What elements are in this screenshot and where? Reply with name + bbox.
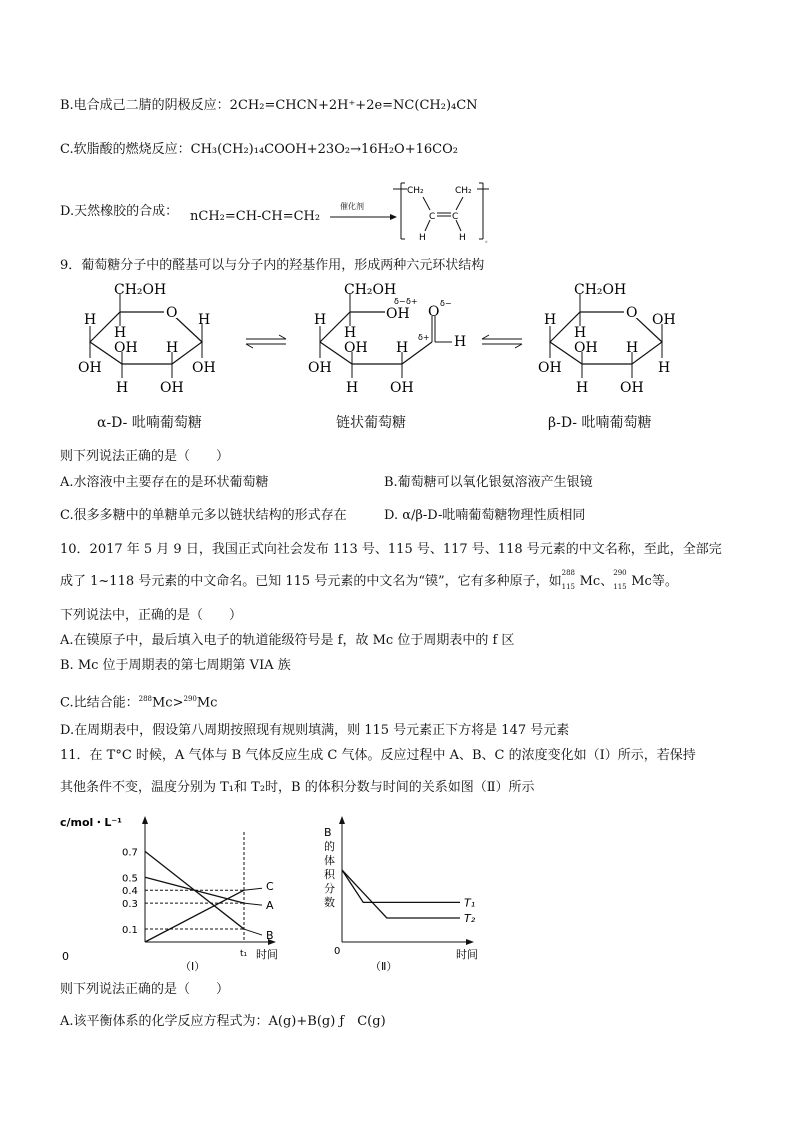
iso1-symbol: Mc (579, 574, 601, 589)
q10-c-mass1: 288 (138, 695, 152, 703)
alpha-oh2: OH (160, 380, 184, 396)
alpha-ch2oh: CH₂OH (114, 282, 167, 298)
chart1-series-C (145, 890, 244, 942)
c-left-label: C (429, 212, 436, 222)
chain-glucose-structure (300, 282, 480, 402)
beta-oh3: OH (574, 340, 598, 356)
iso1-mass: 288 (561, 569, 575, 577)
q9-option-c: C.很多多糖中的单糖单元多以链状结构的形式存在 (60, 508, 347, 523)
h-left-label: H (419, 233, 426, 243)
natural-rubber-structure (325, 175, 500, 247)
chain-backbone (320, 312, 432, 364)
alpha-oh1: OH (192, 360, 216, 376)
iso2-symbol: Mc (631, 574, 652, 589)
q10-line2 (60, 569, 678, 591)
chain-c-delta: δ+ (418, 333, 430, 342)
chart2-ylabel-char: 体 (324, 854, 335, 867)
chart1-ylabel: c/mol・L⁻¹ (60, 816, 122, 829)
chain-oh3: OH (344, 340, 368, 356)
eq2-top-head (482, 335, 489, 339)
chain-h2: H (396, 340, 409, 356)
alpha-ring-o: O (166, 305, 178, 321)
q10-line2-text: 成了 1~118 号元素的中文命名。已知 115 号元素的中文名为“镆”，它有多种原子，如 (60, 574, 562, 589)
chain-delta-minus: δ− (394, 297, 406, 306)
q10-question: 下列说法中，正确的是（ ） (60, 608, 243, 623)
alpha-glucose-structure (70, 282, 240, 402)
chart2-y-arrow (339, 816, 345, 824)
q10-option-d: D.在周期表中，假设第八周期按照现有规则填满，则 115 号元素正下方将是 147 号元素 (60, 723, 570, 738)
option-b-equation: B.电合成己二腈的阴极反应：2CH₂=CHCN+2H⁺+2e=NC(CH₂)₄CN (60, 98, 478, 113)
chain-o: O (428, 304, 440, 320)
chain-ch2oh: CH₂OH (344, 282, 397, 298)
chart2-origin: 0 (334, 946, 341, 957)
q11-option-a: A.该平衡体系的化学反应方程式为：A(g)+B(g) ƒ C(g) (60, 1014, 386, 1029)
beta-oh2: OH (620, 380, 644, 396)
q9-question: 则下列说法正确的是（ ） (60, 449, 230, 464)
chart2-label-0: T₁ (464, 896, 476, 910)
q10-line2-tail: 等。 (651, 574, 678, 589)
alpha-h2: H (166, 340, 179, 356)
q10-c-end: Mc (196, 695, 218, 711)
beta-ring-o: O (626, 305, 638, 321)
alpha-h3: H (116, 380, 129, 396)
equilibrium-arrow-1 (242, 334, 292, 350)
chart1-leader-A (244, 903, 262, 905)
beta-ring (550, 312, 662, 364)
equilibrium-arrow-2 (478, 334, 528, 350)
chart2-series (342, 870, 476, 925)
beta-h3: H (576, 380, 589, 396)
iso2-mass: 290 (613, 569, 627, 577)
chain-h-ald: H (454, 334, 467, 350)
beta-ch2oh: CH₂OH (574, 282, 627, 298)
chart1-leader-B (244, 929, 262, 935)
iso-sep: 、 (600, 574, 614, 589)
alpha-h4: H (84, 312, 97, 328)
chart1-ytick-3: 0.3 (122, 899, 138, 911)
chain-oh2: OH (390, 380, 414, 396)
alpha-glucose-name: α-D- 吡喃葡萄糖 (97, 415, 202, 431)
chart2-ylabel-char: 分 (324, 882, 335, 895)
ch2-left-label: CH₂ (407, 186, 424, 196)
eq1-top-head (279, 335, 286, 339)
q9-option-a: A.水溶液中主要存在的是环状葡萄糖 (60, 475, 269, 490)
option-d-catalyst: 催化剂 (340, 202, 364, 211)
bond-ch2-c-right (456, 197, 463, 210)
chain-h3: H (346, 380, 359, 396)
chain-glucose-name: 链状葡萄糖 (336, 415, 406, 431)
alpha-ring (90, 312, 202, 364)
option-d-prefix: D.天然橡胶的合成： (60, 204, 179, 219)
chain-h5: H (344, 325, 357, 341)
chart2-x-arrow (466, 939, 474, 945)
chart2-title: （Ⅱ） (370, 960, 398, 972)
eq2-bottom-head (515, 344, 522, 348)
chart1-label-B: B (266, 929, 274, 943)
chart1-label-C: C (266, 880, 274, 894)
alpha-h1: H (198, 312, 211, 328)
q9-option-b: B.葡萄糖可以氧化银氨溶液产生银镜 (384, 475, 593, 490)
chart1-title: （Ⅰ） (180, 960, 206, 972)
chart2-series-0 (342, 870, 460, 902)
chart1-series-B (145, 851, 244, 929)
chart-ii-volume-fraction (320, 812, 500, 972)
q10-c-prefix: C.比结合能： (60, 695, 139, 711)
option-d-reactant: nCH₂=CH-CH=CH₂ (190, 209, 321, 224)
chart1-origin: 0 (62, 950, 69, 963)
beta-h5: H (574, 325, 587, 341)
chart2-series-1 (342, 870, 460, 918)
isotope-288 (561, 569, 580, 591)
bracket-right (479, 183, 483, 239)
chart2-xlabel: 时间 (456, 948, 478, 961)
chart2-ylabel (324, 826, 336, 909)
q9-stem: 9．葡萄糖分子中的醛基可以与分子内的羟基作用，形成两种六元环状结构 (60, 258, 485, 273)
option-c-equation: C.软脂酸的燃烧反应：CH₃(CH₂)₁₄COOH+23O₂→16H₂O+16CO₂ (60, 142, 458, 157)
chart2-ylabel-char: 数 (324, 896, 335, 909)
chart1-ytick-0: 0.7 (122, 847, 138, 859)
polymer-end-mark: 。 (485, 236, 492, 244)
chart1-ytick-1: 0.5 (122, 873, 138, 885)
reaction-arrow-head (390, 214, 397, 220)
q10-option-b: B. Mc 位于周期表的第七周期第 VIA 族 (60, 658, 291, 673)
chart1-ytick-2: 0.4 (122, 886, 138, 898)
beta-oh4: OH (538, 360, 562, 376)
alpha-oh3: OH (114, 340, 138, 356)
chart2-ylabel-char: 积 (324, 868, 335, 881)
chart1-xlabel: 时间 (256, 948, 278, 961)
q10-line1: 10．2017 年 5 月 9 日，我国正式向社会发布 113 号、115 号、117 号、118 号元素的中文名称，至此，全部完 (60, 542, 722, 557)
chart2-ylabel-char: B (324, 826, 332, 839)
bracket-left (401, 183, 405, 239)
isotope-290 (613, 569, 631, 591)
chart1-y-ticks (122, 847, 138, 936)
ch2-right-label: CH₂ (455, 186, 472, 196)
q10-option-a: A.在镆原子中，最后填入电子的轨道能级符号是 f，故 Mc 位于周期表中的 f 区 (60, 633, 515, 648)
q10-c-mid: Mc> (152, 695, 184, 711)
chain-oh4: OH (308, 360, 332, 376)
q11-question: 则下列说法正确的是（ ） (60, 982, 230, 997)
chart2-label-1: T₂ (464, 912, 476, 925)
beta-h2: H (626, 340, 639, 356)
chain-o-delta: δ− (440, 299, 452, 308)
q11-line1: 11．在 T°C 时候，A 气体与 B 气体反应生成 C 气体。反应过程中 A、B、C 的浓度变化如（I）所示，若保持 (60, 748, 696, 763)
chain-oh-top: OH (386, 306, 410, 322)
h-right-label: H (459, 233, 466, 243)
alpha-oh4: OH (78, 360, 102, 376)
iso1-z: 115 (561, 583, 575, 591)
chart1-series (145, 851, 274, 942)
beta-h1: H (658, 360, 671, 376)
chart1-leader-C (244, 888, 262, 890)
beta-oh1: OH (652, 312, 676, 328)
chart1-y-arrow (142, 816, 148, 824)
beta-glucose-structure (530, 282, 700, 402)
chain-delta-plus: δ+ (406, 297, 418, 306)
bond-ch2-c-left (423, 197, 430, 210)
iso2-z: 115 (613, 583, 627, 591)
chart-i-concentration (60, 812, 310, 972)
q10-c-mass2: 290 (183, 695, 197, 703)
alpha-h5: H (114, 325, 127, 341)
q11-line2: 其他条件不变，温度分别为 T₁和 T₂时，B 的体积分数与时间的关系如图（Ⅱ）所示 (60, 780, 535, 795)
chart1-label-A: A (266, 899, 274, 913)
chart1-t1-label: t₁ (240, 949, 248, 959)
q10-option-c (60, 690, 217, 712)
c-right-label: C (452, 212, 459, 222)
chain-h4: H (314, 312, 327, 328)
q9-option-d: D. α/β-D-吡喃葡萄糖物理性质相同 (384, 508, 586, 523)
chart2-ylabel-char: 的 (324, 840, 335, 853)
chart1-ytick-4: 0.1 (122, 925, 138, 937)
beta-glucose-name: β-D- 吡喃葡萄糖 (548, 415, 652, 431)
beta-h4: H (544, 312, 557, 328)
eq1-bottom-head (246, 344, 253, 348)
